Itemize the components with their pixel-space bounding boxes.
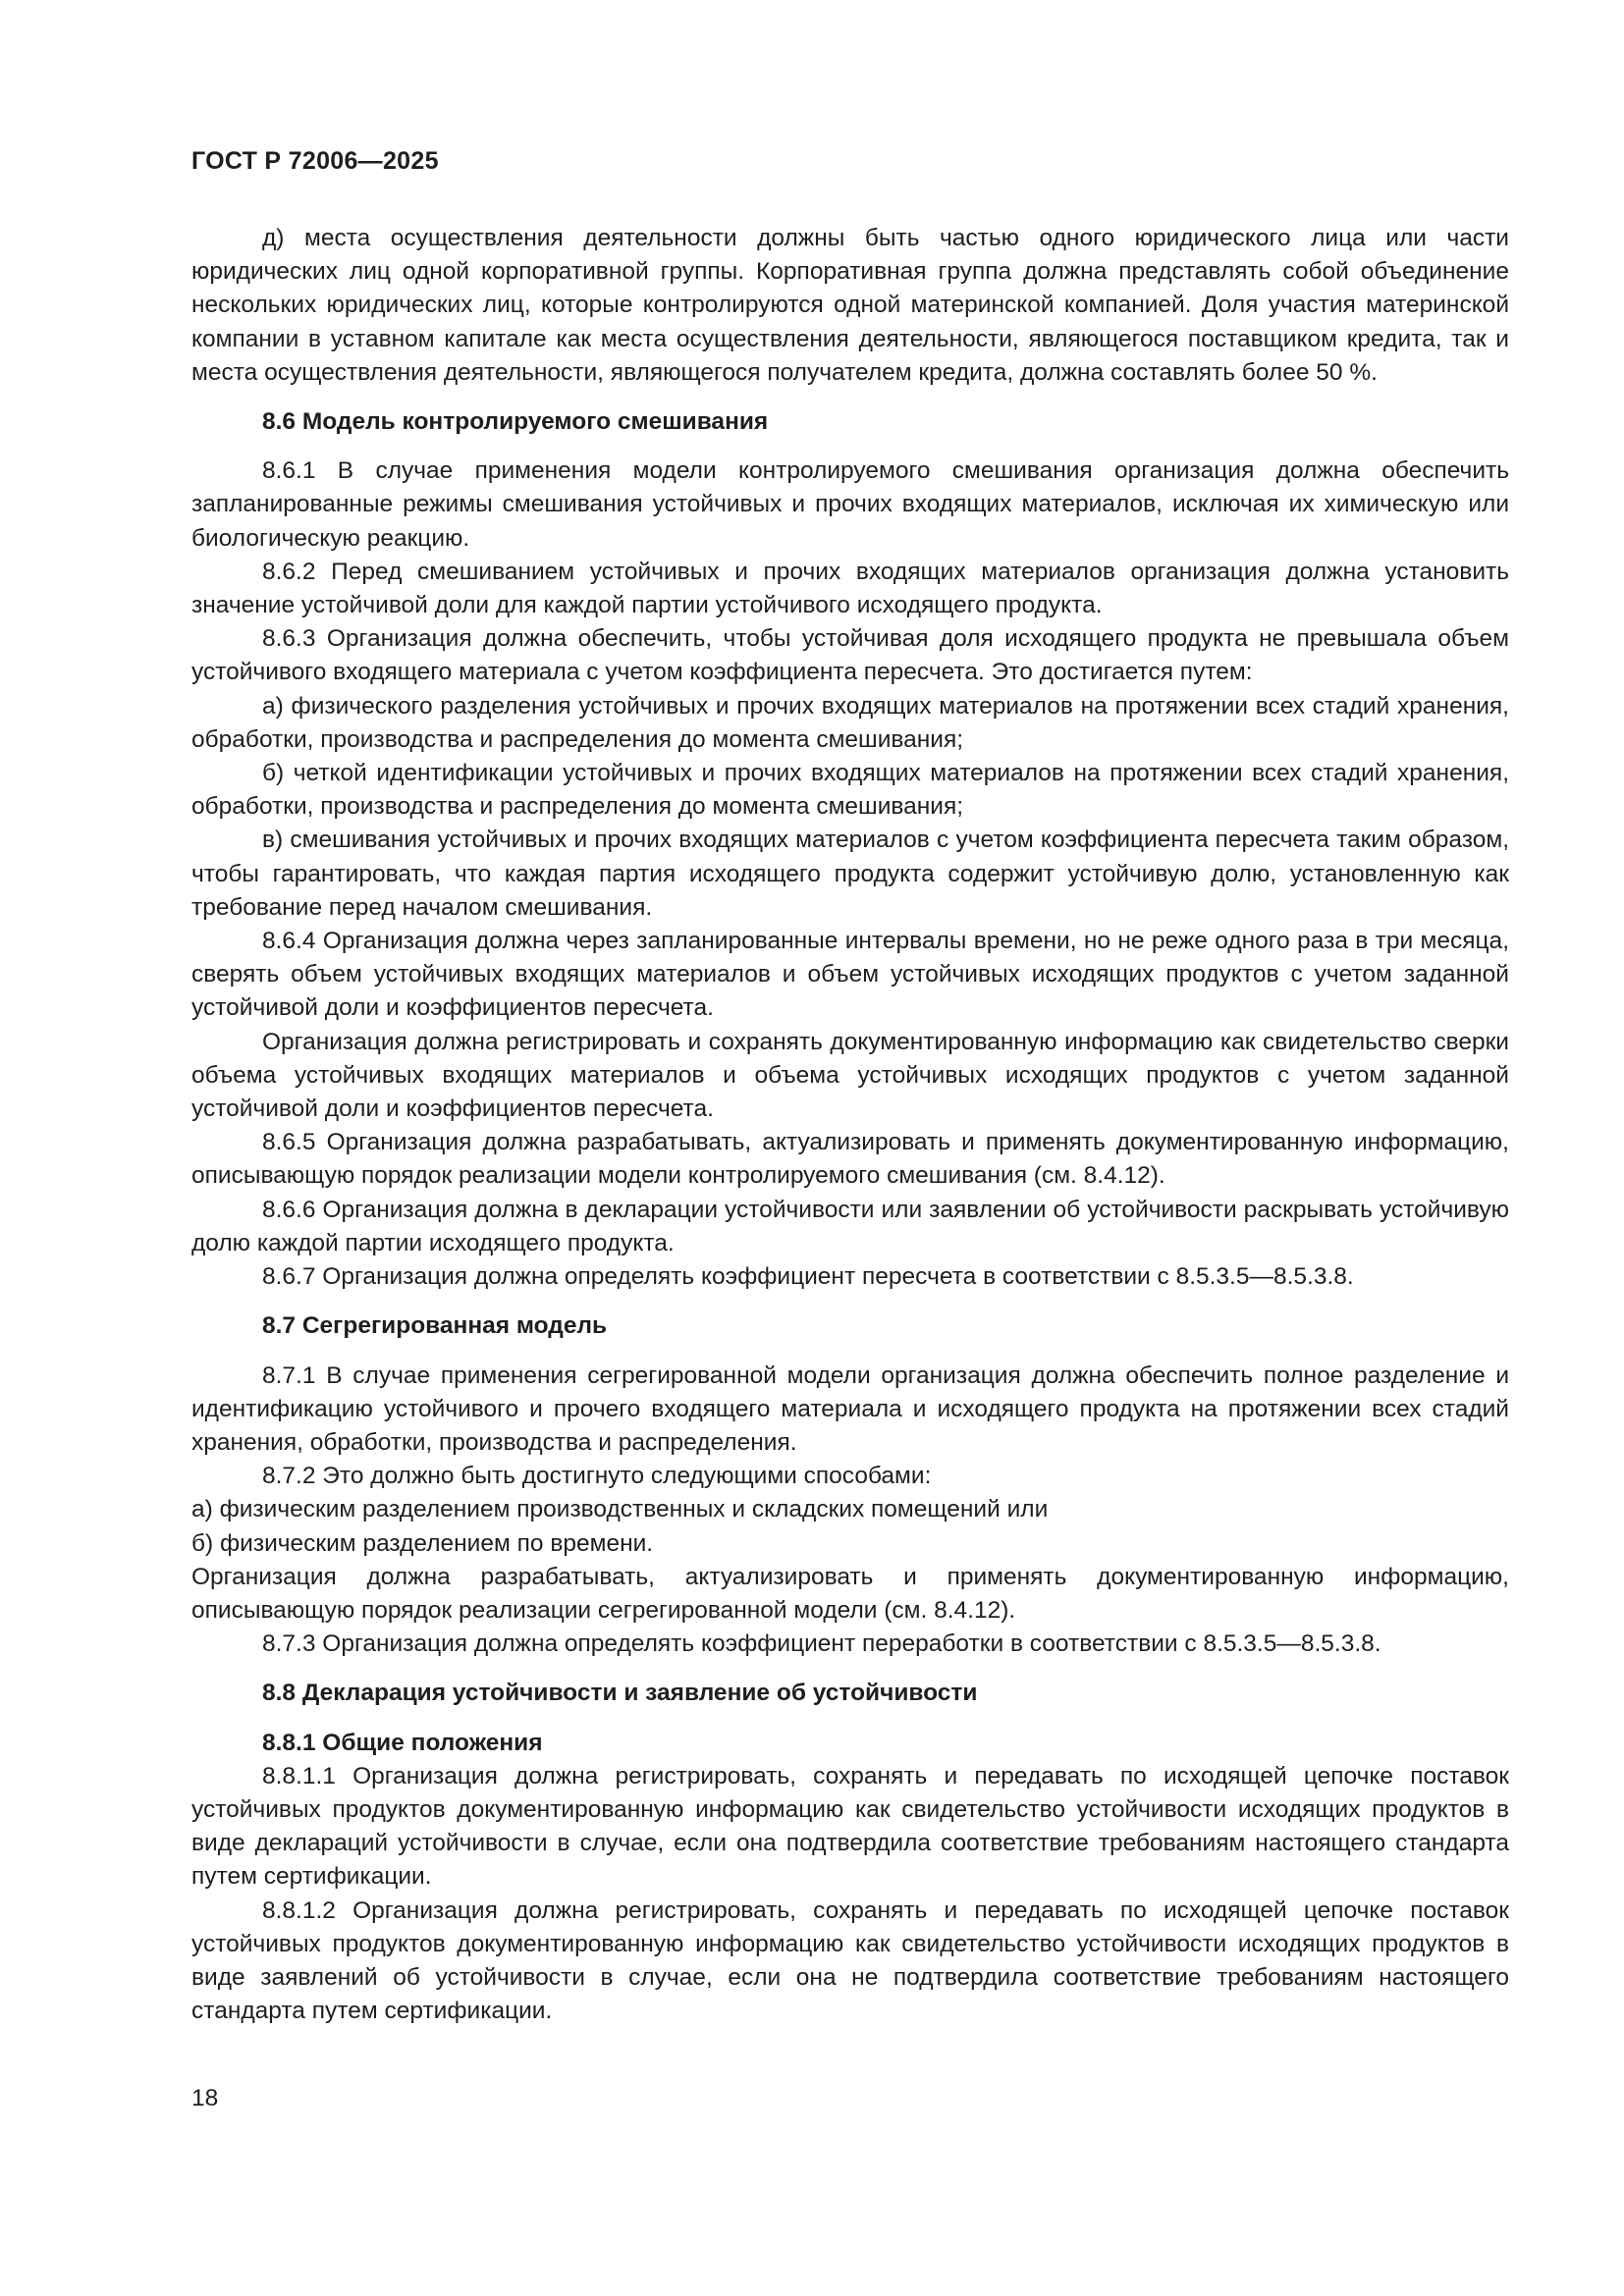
paragraph-8-8-1-2: 8.8.1.2 Организация должна регистрировать, сохранять и передавать по исходящей цепочке поставок устойчивых продуктов документированную информацию как свидетельство устойчивости исходящих продуктов в виде заявлений об устойчивости в случае, если она не подтвердила соответствие требованиям настоящего стандарта путем сертификации. [191, 1896, 1509, 2025]
paragraph-8-6-4: 8.6.4 Организация должна через запланированные интервалы времени, но не реже одного раза в три месяца, сверять объем устойчивых входящих материалов и объем устойчивых исходящих продуктов с учетом заданной устойчивой доли и коэффициентов пересчета. [191, 928, 1509, 1022]
paragraph-8-6-2: 8.6.2 Перед смешиванием устойчивых и прочих входящих материалов организация должна установить значение устойчивой доли для каждой партии устойчивого исходящего продукта. [191, 558, 1509, 619]
list-item-8-6-3-a: а) физического разделения устойчивых и прочих входящих материалов на протяжении всех стадий хранения, обработки, производства и распределения до момента смешивания; [191, 692, 1509, 753]
paragraph-8-6-5: 8.6.5 Организация должна разрабатывать, актуализировать и применять документированную информацию, описывающую порядок реализации модели контролируемого смешивания (см. 8.4.12). [191, 1129, 1509, 1190]
paragraph-8-7-2: 8.7.2 Это должно быть достигнуто следующими способами: [262, 1463, 932, 1490]
subsection-heading-8-8-1: 8.8.1 Общие положения [262, 1729, 543, 1756]
list-item-8-6-3-b: б) четкой идентификации устойчивых и прочих входящих материалов на протяжении всех стадий хранения, обработки, производства и распределения до момента смешивания; [191, 760, 1509, 821]
paragraph-8-6-1: 8.6.1 В случае применения модели контролируемого смешивания организация должна обеспечить запланированные режимы смешивания устойчивых и прочих входящих материалов, исключая их химическую или биологическую реакцию. [191, 457, 1509, 552]
document-body [191, 222, 1509, 2028]
section-heading-8-7: 8.7 Сегрегированная модель [262, 1312, 608, 1340]
paragraph-8-6-7: 8.6.7 Организация должна определять коэффициент пересчета в соответствии с 8.5.3.5—8.5.3.8. [262, 1263, 1354, 1291]
list-item-8-7-2-b: б) физическим разделением по времени. [191, 1529, 654, 1557]
document-header: ГОСТ Р 72006—2025 [191, 147, 439, 175]
paragraph-8-6-4-continued: Организация должна регистрировать и сохранять документированную информацию как свидетельство сверки объема устойчивых входящих материалов и объема устойчивых исходящих продуктов с учетом заданной устойчивой доли и коэффициентов пересчета. [191, 1028, 1509, 1123]
paragraph-8-6-6: 8.6.6 Организация должна в декларации устойчивости или заявлении об устойчивости раскрывать устойчивую долю каждой партии исходящего продукта. [191, 1196, 1509, 1256]
section-heading-8-8: 8.8 Декларация устойчивости и заявление об устойчивости [262, 1680, 978, 1707]
paragraph-8-7-1: 8.7.1 В случае применения сегрегированной модели организация должна обеспечить полное разделение и идентификацию устойчивого и прочего входящего материала и исходящего продукта на протяжении всех стадий хранения, обработки, производства и распределения. [191, 1362, 1509, 1456]
page-number: 18 [191, 2085, 219, 2111]
paragraph-item-d: д) места осуществления деятельности должны быть частью одного юридического лица или части юридических лиц одной корпоративной группы. Корпоративная группа должна представлять собой объединение нескольких юридических лиц, которые контролируются одной материнской компанией. Доля участия материнской компании в уставном капитале как места осуществления деятельности, являющегося поставщиком кредита, так и места осуществления деятельности, являющегося получателем кредита, должна составлять более 50 %. [191, 225, 1509, 386]
list-item-8-6-3-v: в) смешивания устойчивых и прочих входящих материалов с учетом коэффициента пересчета таким образом, чтобы гарантировать, что каждая партия исходящего продукта содержит устойчивую долю, установленную как требование перед началом смешивания. [191, 827, 1509, 921]
paragraph-8-7-3: 8.7.3 Организация должна определять коэффициент переработки в соответствии с 8.5.3.5—8.5.3.8. [262, 1630, 1381, 1658]
paragraph-8-8-1-1: 8.8.1.1 Организация должна регистрировать, сохранять и передавать по исходящей цепочке поставок устойчивых продуктов документированную информацию как свидетельство устойчивости исходящих продуктов в виде деклараций устойчивости в случае, если она подтвердила соответствие требованиям настоящего стандарта путем сертификации. [191, 1762, 1509, 1891]
paragraph-8-7-2-continued: Организация должна разрабатывать, актуализировать и применять документированную информацию, описывающую порядок реализации сегрегированной модели (см. 8.4.12). [191, 1563, 1509, 1624]
section-heading-8-6: 8.6 Модель контролируемого смешивания [262, 408, 769, 436]
list-item-8-7-2-a: а) физическим разделением производственных и складских помещений или [191, 1496, 1049, 1523]
paragraph-8-6-3: 8.6.3 Организация должна обеспечить, чтобы устойчивая доля исходящего продукта не превышала объем устойчивого входящего материала с учетом коэффициента пересчета. Это достигается путем: [191, 625, 1509, 686]
